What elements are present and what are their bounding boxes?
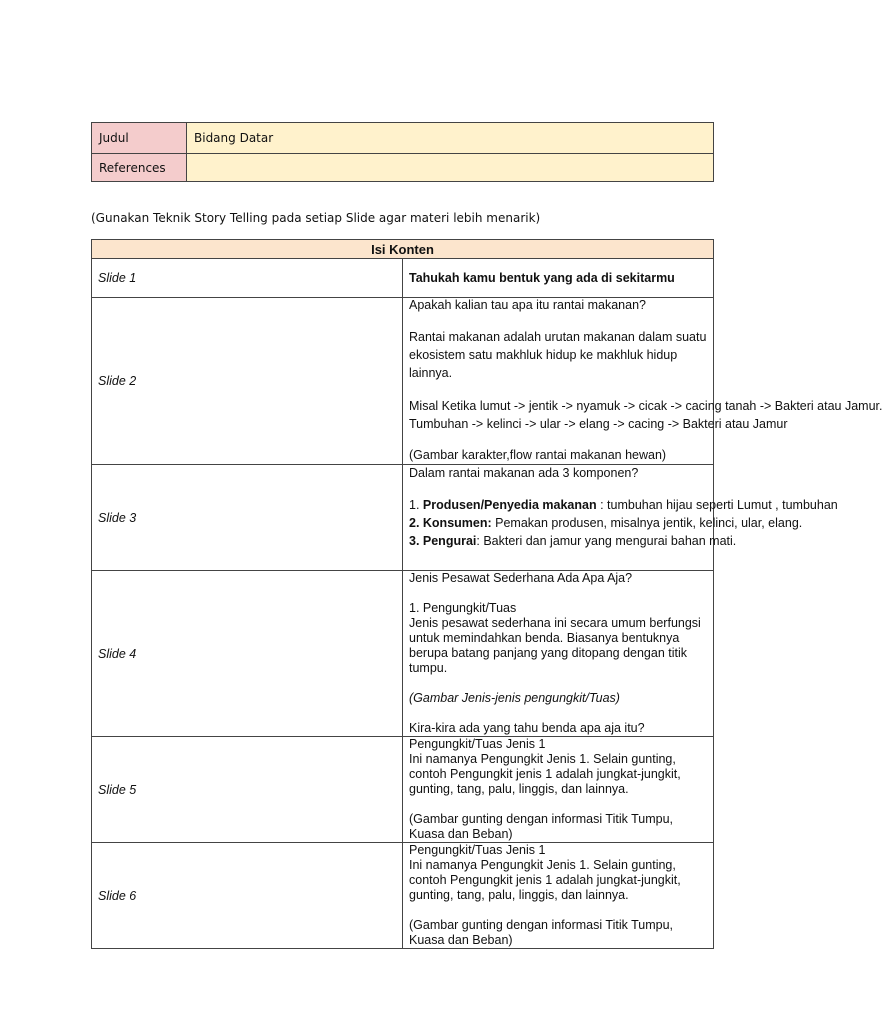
- slide-row-4: [92, 571, 714, 737]
- judul-value[interactable]: Bidang Datar: [187, 123, 714, 154]
- slide-4-description: Jenis pesawat sederhana ini secara umum berfungsi untuk memindahkan benda. Biasanya bentuknya berupa batang panjang yang ditopang dengan titik tumpu.: [409, 616, 701, 675]
- slide-label: Slide 1: [92, 259, 403, 298]
- content-table: [91, 239, 882, 949]
- slide-3-item-1-num: 1.: [409, 498, 420, 512]
- slide-1-title: Tahukah kamu bentuk yang ada di sekitarmu: [403, 259, 714, 298]
- slide-row-5: [92, 737, 714, 843]
- slide-6-description: Ini namanya Pengungkit Jenis 1. Selain gunting, contoh Pengungkit jenis 1 adalah jungkat-jungkit, gunting, tang, palu, linggis, dan lainnya.: [409, 858, 681, 902]
- slide-4-image-note: (Gambar Jenis-jenis pengungkit/Tuas): [409, 691, 620, 705]
- slide-4-question: Kira-kira ada yang tahu benda apa aja itu?: [409, 721, 645, 735]
- slide-3-content: [403, 465, 838, 571]
- slide-5-image-note: (Gambar gunting dengan informasi Titik Tumpu, Kuasa dan Beban): [409, 812, 674, 841]
- meta-table: [91, 122, 714, 182]
- slide-5-description: Ini namanya Pengungkit Jenis 1. Selain gunting, contoh Pengungkit jenis 1 adalah jungkat-jungkit, gunting, tang, palu, linggis, dan lainnya.: [409, 752, 681, 796]
- slide-label: Slide 3: [92, 465, 403, 571]
- references-label: References: [92, 154, 187, 182]
- slide-2-image-note: (Gambar karakter,flow rantai makanan hewan): [409, 448, 667, 462]
- slide-3-item-1-desc: : tumbuhan hijau seperti Lumut , tumbuhan: [596, 498, 838, 512]
- slide-label: Slide 6: [92, 843, 403, 949]
- slide-3-item-2: [409, 514, 803, 532]
- slide-label: Slide 5: [92, 737, 403, 843]
- slide-6-title: Pengungkit/Tuas Jenis 1: [409, 843, 546, 857]
- slide-3-item-1-term: Produsen/Penyedia makanan: [422, 498, 597, 512]
- references-value[interactable]: [187, 154, 714, 182]
- slide-3-item-3-term: 3. Pengurai: [409, 534, 477, 548]
- slide-label: Slide 2: [92, 298, 403, 465]
- slide-6-content: [403, 843, 714, 949]
- slide-6-image-note: (Gambar gunting dengan informasi Titik Tumpu, Kuasa dan Beban): [409, 918, 674, 947]
- slide-3-item-2-desc: Pemakan produsen, misalnya jentik, kelinci, ular, elang.: [491, 516, 803, 530]
- content-header-row: [92, 240, 714, 259]
- judul-label: Judul: [92, 123, 187, 154]
- slide-row-3: [92, 465, 714, 571]
- slide-3-item-1: [409, 496, 838, 514]
- slide-2-definition: Rantai makanan adalah urutan makanan dalam suatu ekosistem satu makhluk hidup ke makhluk hidup lainnya.: [409, 330, 707, 380]
- slide-row-2: [92, 298, 714, 465]
- slide-4-intro: Jenis Pesawat Sederhana Ada Apa Aja?: [409, 571, 633, 585]
- slide-label: Slide 4: [92, 571, 403, 737]
- slide-5-title: Pengungkit/Tuas Jenis 1: [409, 737, 546, 751]
- slide-3-item-2-term: 2. Konsumen:: [409, 516, 492, 530]
- instruction-text: (Gunakan Teknik Story Telling pada setiap Slide agar materi lebih menarik): [91, 211, 541, 225]
- slide-2-question: Apakah kalian tau apa itu rantai makanan?: [409, 298, 646, 312]
- slide-2-example-1: Misal Ketika lumut -> jentik -> nyamuk -> cicak -> cacing tanah -> Bakteri atau Jamur.: [409, 399, 882, 413]
- slide-5-content: [403, 737, 714, 843]
- slide-3-intro: Dalam rantai makanan ada 3 komponen?: [409, 466, 639, 480]
- slide-4-content: [403, 571, 714, 737]
- slide-row-1: [92, 259, 714, 298]
- slide-3-item-3-desc: : Bakteri dan jamur yang mengurai bahan mati.: [476, 534, 737, 548]
- slide-row-6: [92, 843, 714, 949]
- judul-row: [92, 123, 714, 154]
- references-row: [92, 154, 714, 182]
- slide-4-subhead: 1. Pengungkit/Tuas: [409, 601, 517, 615]
- slide-3-item-3: [409, 532, 737, 550]
- slide-2-example-2: Tumbuhan -> kelinci -> ular -> elang -> cacing -> Bakteri atau Jamur: [409, 417, 788, 431]
- content-heading: Isi Konten: [92, 240, 714, 259]
- slide-2-content: [403, 298, 882, 465]
